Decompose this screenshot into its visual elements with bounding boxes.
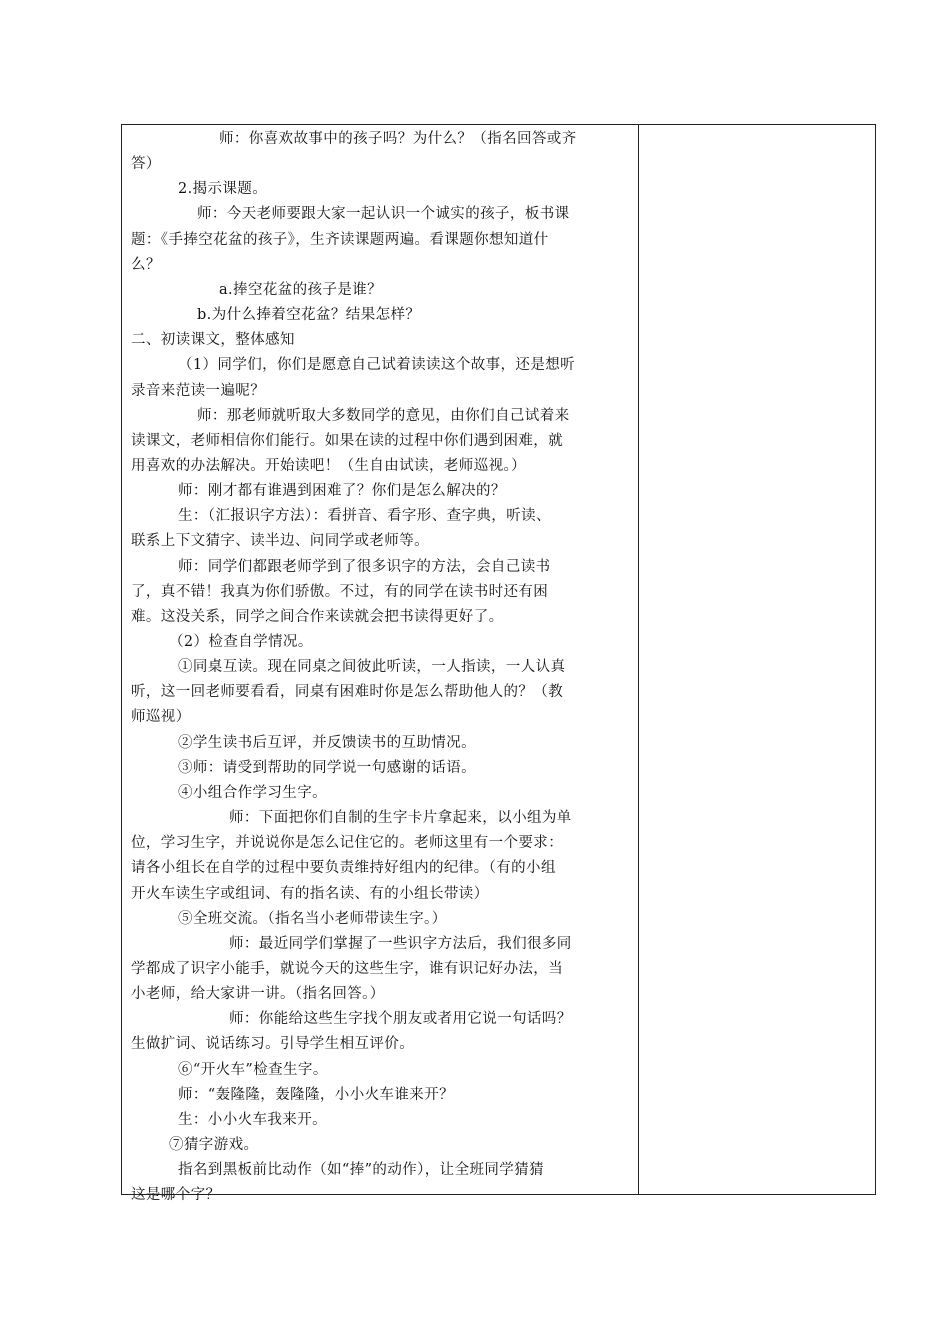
- lesson-line: 生做扩词、说话练习。引导学生相互评价。: [131, 1036, 415, 1053]
- lesson-line: 指名到黑板前比动作（如“捧”的动作），让全班同学猜猜: [178, 1162, 544, 1179]
- lesson-content-cell: [122, 125, 638, 1204]
- lesson-line: 师：今天老师要跟大家一起认识一个诚实的孩子，板书课: [197, 206, 570, 223]
- lesson-line: 用喜欢的办法解决。开始读吧！（生自由试读，老师巡视。）: [131, 457, 527, 474]
- lesson-line: 师：同学们都跟老师学到了很多识字的方法，会自己读书: [178, 558, 551, 575]
- lesson-line: ⑥“开火车”检查生字。: [178, 1061, 328, 1078]
- lesson-line: 难。这没关系，同学之间合作来读就会把书读得更好了。: [131, 608, 504, 625]
- lesson-line: 学都成了识字小能手，就说今天的这些生字，谁有识记好办法，当: [131, 960, 564, 977]
- lesson-line: 师：你能给这些生字找个朋友或者用它说一句话吗？: [229, 1011, 572, 1028]
- lesson-line: 二、初读课文，整体感知: [131, 332, 295, 349]
- lesson-line: 录音来范读一遍呢？: [131, 382, 266, 399]
- lesson-line: 开火车读生字或组词、有的指名读、有的小组长带读）: [131, 885, 489, 902]
- lesson-line: 师：“轰隆隆，轰隆隆，小小火车谁来开？: [178, 1086, 455, 1103]
- lesson-line: 师：那老师就听取大多数同学的意见，由你们自己试着来: [197, 407, 570, 424]
- lesson-line: 答）: [131, 156, 161, 173]
- lesson-line: 2.揭示课题。: [178, 181, 268, 198]
- lesson-line: ③师：请受到帮助的同学说一句感谢的话语。: [178, 759, 476, 776]
- lesson-table: [121, 124, 876, 1204]
- notes-cell: [639, 125, 875, 1194]
- lesson-line: 联系上下文猜字、读半边、问同学或老师等。: [131, 533, 429, 550]
- lesson-line: 这是哪个字？: [131, 1187, 221, 1204]
- lesson-line: （2）检查自学情况。: [169, 634, 313, 650]
- lesson-line: 请各小组长在自学的过程中要负责维持好组内的纪律。（有的小组: [131, 860, 556, 877]
- lesson-line: ⑦猜字游戏。: [169, 1137, 259, 1153]
- lesson-line: 师巡视）: [131, 709, 191, 726]
- lesson-line: a.捧空花盆的孩子是谁？: [219, 281, 383, 298]
- lesson-line: ①同桌互读。现在同桌之间彼此听读，一人指读，一人认真: [178, 659, 566, 676]
- lesson-line: 师：最近同学们掌握了一些识字方法后，我们很多同: [229, 935, 572, 952]
- lesson-line: ②学生读书后互评，并反馈读书的互助情况。: [178, 734, 476, 751]
- lesson-line: 位，学习生字，并说说你是怎么记住它的。老师这里有一个要求：: [131, 835, 564, 852]
- lesson-line: （1）同学们，你们是愿意自己试着读读这个故事，还是想听: [178, 357, 576, 374]
- lesson-line: 生：小小火车我来开。: [178, 1111, 327, 1128]
- lesson-line: 小老师，给大家讲一讲。（指名回答。）: [131, 986, 385, 1003]
- lesson-line: ⑤全班交流。（指名当小老师带读生字。）: [178, 910, 447, 927]
- lesson-line: 师：下面把你们自制的生字卡片拿起来，以小组为单: [229, 810, 572, 827]
- lesson-line: 生：（汇报识字方法）：看拼音、看字形、查字典，听读、: [178, 508, 551, 525]
- lesson-line: 听，这一回老师要看看，同桌有困难时你是怎么帮助他人的？（教: [131, 684, 564, 701]
- lesson-line: 了，真不错！我真为你们骄傲。不过，有的同学在读书时还有困: [131, 583, 549, 600]
- lesson-line: 读课文，老师相信你们能行。如果在读的过程中你们遇到困难，就: [131, 432, 564, 449]
- lesson-line: b.为什么捧着空花盆？结果怎样？: [197, 307, 421, 324]
- lesson-line: 题：《手捧空花盆的孩子》，生齐读课题两遍。看课题你想知道什: [131, 231, 549, 248]
- lesson-line: 么？: [131, 256, 161, 273]
- lesson-line: ④小组合作学习生字。: [178, 784, 327, 801]
- lesson-line: 师：刚才都有谁遇到困难了？你们是怎么解决的？: [178, 483, 506, 500]
- lesson-line: 师：你喜欢故事中的孩子吗？为什么？（指名回答或齐: [219, 131, 577, 147]
